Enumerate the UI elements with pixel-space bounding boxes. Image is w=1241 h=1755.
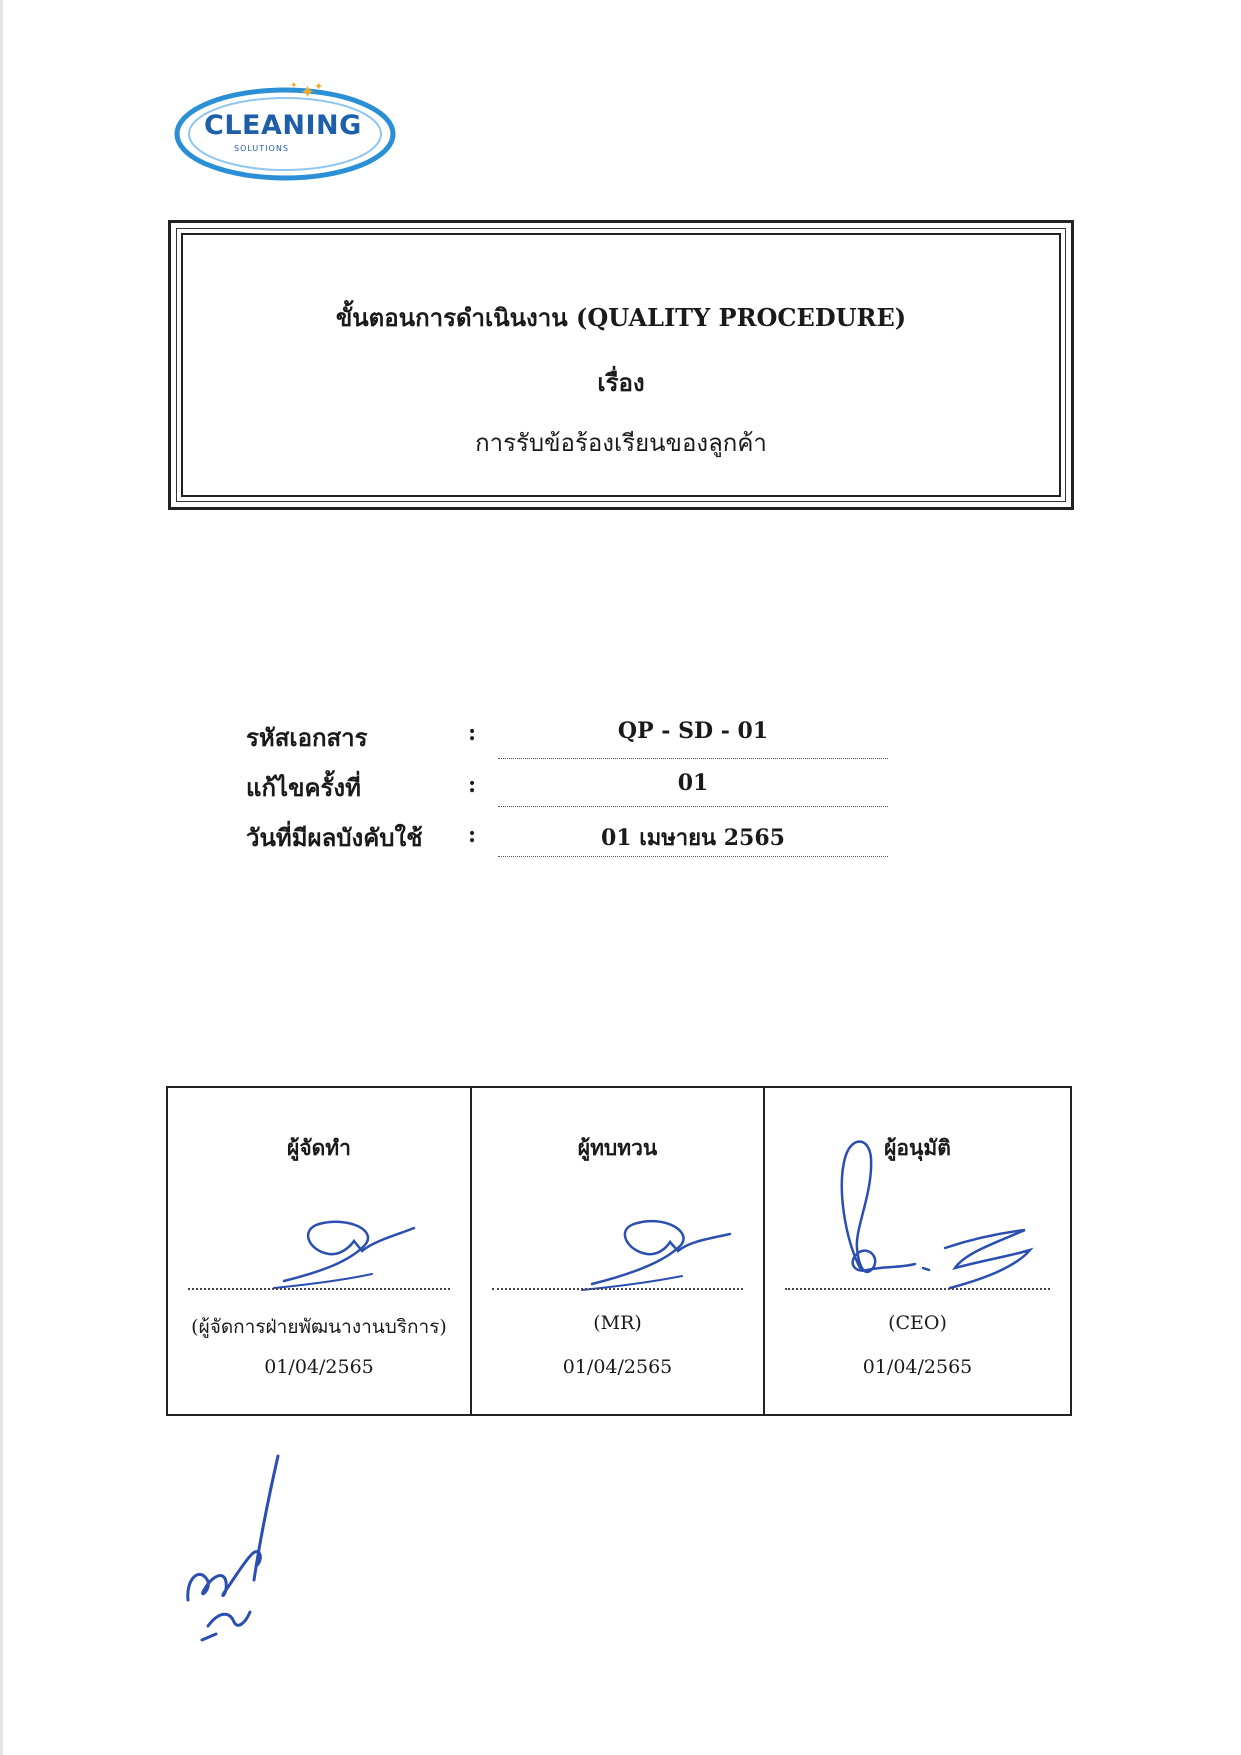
doc-code-colon: : (468, 720, 477, 746)
approved-signature-line (785, 1288, 1050, 1290)
reviewed-position: (MR) (593, 1312, 642, 1334)
reviewed-signature (572, 1196, 742, 1296)
reviewed-date: 01/04/2565 (562, 1356, 673, 1378)
subject-heading: เรื่อง (597, 368, 645, 397)
title-frame (168, 220, 1074, 510)
doc-code-label: รหัสเอกสาร (246, 723, 368, 752)
prepared-signature-line (188, 1288, 450, 1290)
prepared-heading: ผู้จัดทำ (287, 1135, 351, 1160)
approval-table (166, 1086, 1072, 1416)
revision-colon: : (468, 772, 477, 798)
svg-text:✦: ✦ (314, 80, 324, 93)
svg-text:✦: ✦ (290, 81, 298, 91)
logo-tagline: SOLUTIONS (234, 144, 289, 153)
prepared-position: (ผู้จัดการฝ่ายพัฒนางานบริการ) (191, 1316, 447, 1338)
prepared-signature (254, 1196, 424, 1296)
approved-heading: ผู้อนุมัติ (884, 1135, 951, 1160)
effective-date-dots (498, 856, 888, 857)
effective-date-colon: : (468, 822, 477, 848)
effective-date-label: วันที่มีผลบังคับใช้ (246, 823, 423, 852)
svg-text:✦: ✦ (300, 82, 316, 103)
approved-date: 01/04/2565 (862, 1356, 973, 1378)
handwritten-initials-signature (168, 1450, 308, 1650)
prepared-column (168, 1088, 470, 1414)
subject-text: การรับข้อร้องเรียนของลูกค้า (475, 429, 767, 457)
effective-date-value: 01 เมษายน 2565 (601, 825, 785, 851)
document-title: ขั้นตอนการดำเนินงาน (QUALITY PROCEDURE) (335, 303, 907, 332)
reviewed-signature-line (492, 1288, 743, 1290)
approved-signature (815, 1118, 1045, 1308)
doc-code-value: QP - SD - 01 (617, 718, 769, 744)
page-edge (0, 0, 3, 1755)
doc-code-dots (498, 758, 888, 759)
revision-label: แก้ไขครั้งที่ (246, 773, 361, 802)
revision-dots (498, 806, 888, 807)
reviewed-heading: ผู้ทบทวน (577, 1135, 658, 1160)
revision-value: 01 (677, 770, 709, 796)
prepared-date: 01/04/2565 (264, 1356, 374, 1378)
company-logo (172, 76, 398, 186)
approved-column (763, 1088, 1070, 1414)
reviewed-column (470, 1088, 763, 1414)
logo-name: CLEANING (204, 110, 362, 141)
approved-position: (CEO) (888, 1312, 947, 1334)
